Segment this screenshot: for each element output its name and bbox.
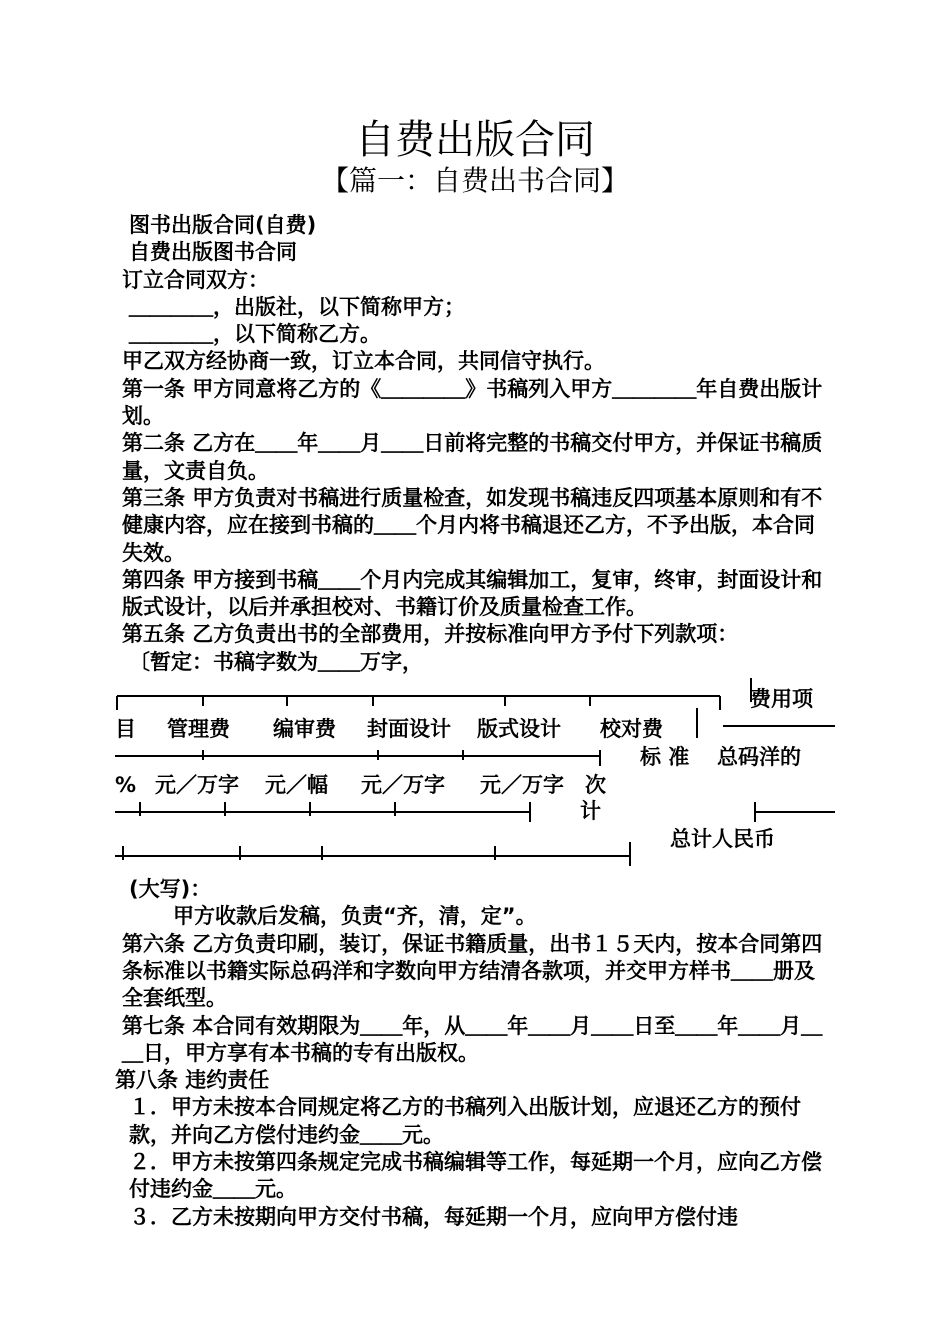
- document-subtitle: 【篇一：自费出书合同】: [320, 164, 629, 197]
- paragraph: ＿＿＿＿，以下简称乙方。: [129, 322, 381, 347]
- paragraph: (大写)：: [129, 877, 212, 902]
- document-title: 自费出版合同: [355, 117, 595, 163]
- table-cell: 目: [115, 717, 136, 742]
- paragraph: 图书出版合同(自费): [129, 213, 317, 237]
- paragraph: 第八条 违约责任: [115, 1068, 270, 1093]
- table-cell: 元／万字: [480, 773, 564, 798]
- table-cell: 编审费: [273, 717, 336, 742]
- paragraph: 订立合同双方：: [122, 267, 269, 292]
- paragraph: ２．甲方未按第四条规定完成书稿编辑等工作，每延期一个月，应向乙方偿付违约金＿＿元。: [129, 1150, 822, 1202]
- table-cell: 总计人民币: [670, 827, 775, 852]
- paragraph: ３．乙方未按期向甲方交付书稿，每延期一个月，应向甲方偿付违: [129, 1204, 738, 1229]
- paragraph: 〔暂定：书稿字数为＿＿万字，: [129, 649, 423, 674]
- paragraph: １．甲方未按本合同规定将乙方的书稿列入出版计划，应退还乙方的预付款，并向乙方偿付违约金＿＿元。: [129, 1095, 801, 1147]
- fee-table: [115, 676, 835, 876]
- paragraph: 第二条 乙方在＿＿年＿＿月＿＿日前将完整的书稿交付甲方，并保证书稿质量，文责自负。: [122, 431, 823, 483]
- paragraph: 第七条 本合同有效期限为＿＿年，从＿＿年＿＿月＿＿日至＿＿年＿＿月＿＿日，甲方享有本书稿的专有出版权。: [122, 1013, 823, 1065]
- table-cell: 封面设计: [367, 717, 451, 742]
- paragraph: 自费出版图书合同: [129, 240, 297, 265]
- paragraph: 第三条 甲方负责对书稿进行质量检查，如发现书稿违反四项基本原则和有不健康内容，应在接到书稿的＿＿个月内将书稿退还乙方，不予出版，本合同失效。: [122, 485, 823, 565]
- table-cell: 费用项: [750, 687, 813, 712]
- paragraph: 第四条 甲方接到书稿＿＿个月内完成其编辑加工，复审，终审，封面设计和版式设计，以后并承担校对、书籍订价及质量检查工作。: [122, 567, 823, 620]
- table-cell: 标 准: [640, 745, 690, 770]
- table-cell: 计: [580, 799, 601, 824]
- table-cell: 总码洋的: [717, 745, 801, 770]
- paragraph: 第一条 甲方同意将乙方的《＿＿＿＿》书稿列入甲方＿＿＿＿年自费出版计划。: [122, 376, 823, 429]
- table-cell: 管理费: [167, 717, 230, 742]
- paragraph: 甲方收款后发稿，负责“齐，清，定”。: [173, 904, 537, 929]
- table-cell: 元／幅: [265, 773, 328, 798]
- table-cell: 次: [585, 773, 606, 798]
- paragraph: 第五条 乙方负责出书的全部费用，并按标准向甲方予付下列款项：: [122, 622, 739, 647]
- table-cell: %: [115, 773, 137, 798]
- table-cell: 版式设计: [477, 717, 561, 742]
- document-body: [115, 212, 835, 1231]
- table-cell: 校对费: [600, 717, 663, 742]
- paragraph: 第六条 乙方负责印刷，装订，保证书籍质量，出书１５天内，按本合同第四条标准以书籍实际总码洋和字数向甲方结清各款项，并交甲方样书＿＿册及全套纸型。: [122, 931, 823, 1011]
- paragraph: 甲乙双方经协商一致，订立本合同，共同信守执行。: [122, 349, 605, 374]
- table-cell: 元／万字: [361, 773, 445, 798]
- table-cell: 元／万字: [155, 773, 239, 798]
- paragraph: ＿＿＿＿，出版社，以下简称甲方；: [129, 294, 465, 319]
